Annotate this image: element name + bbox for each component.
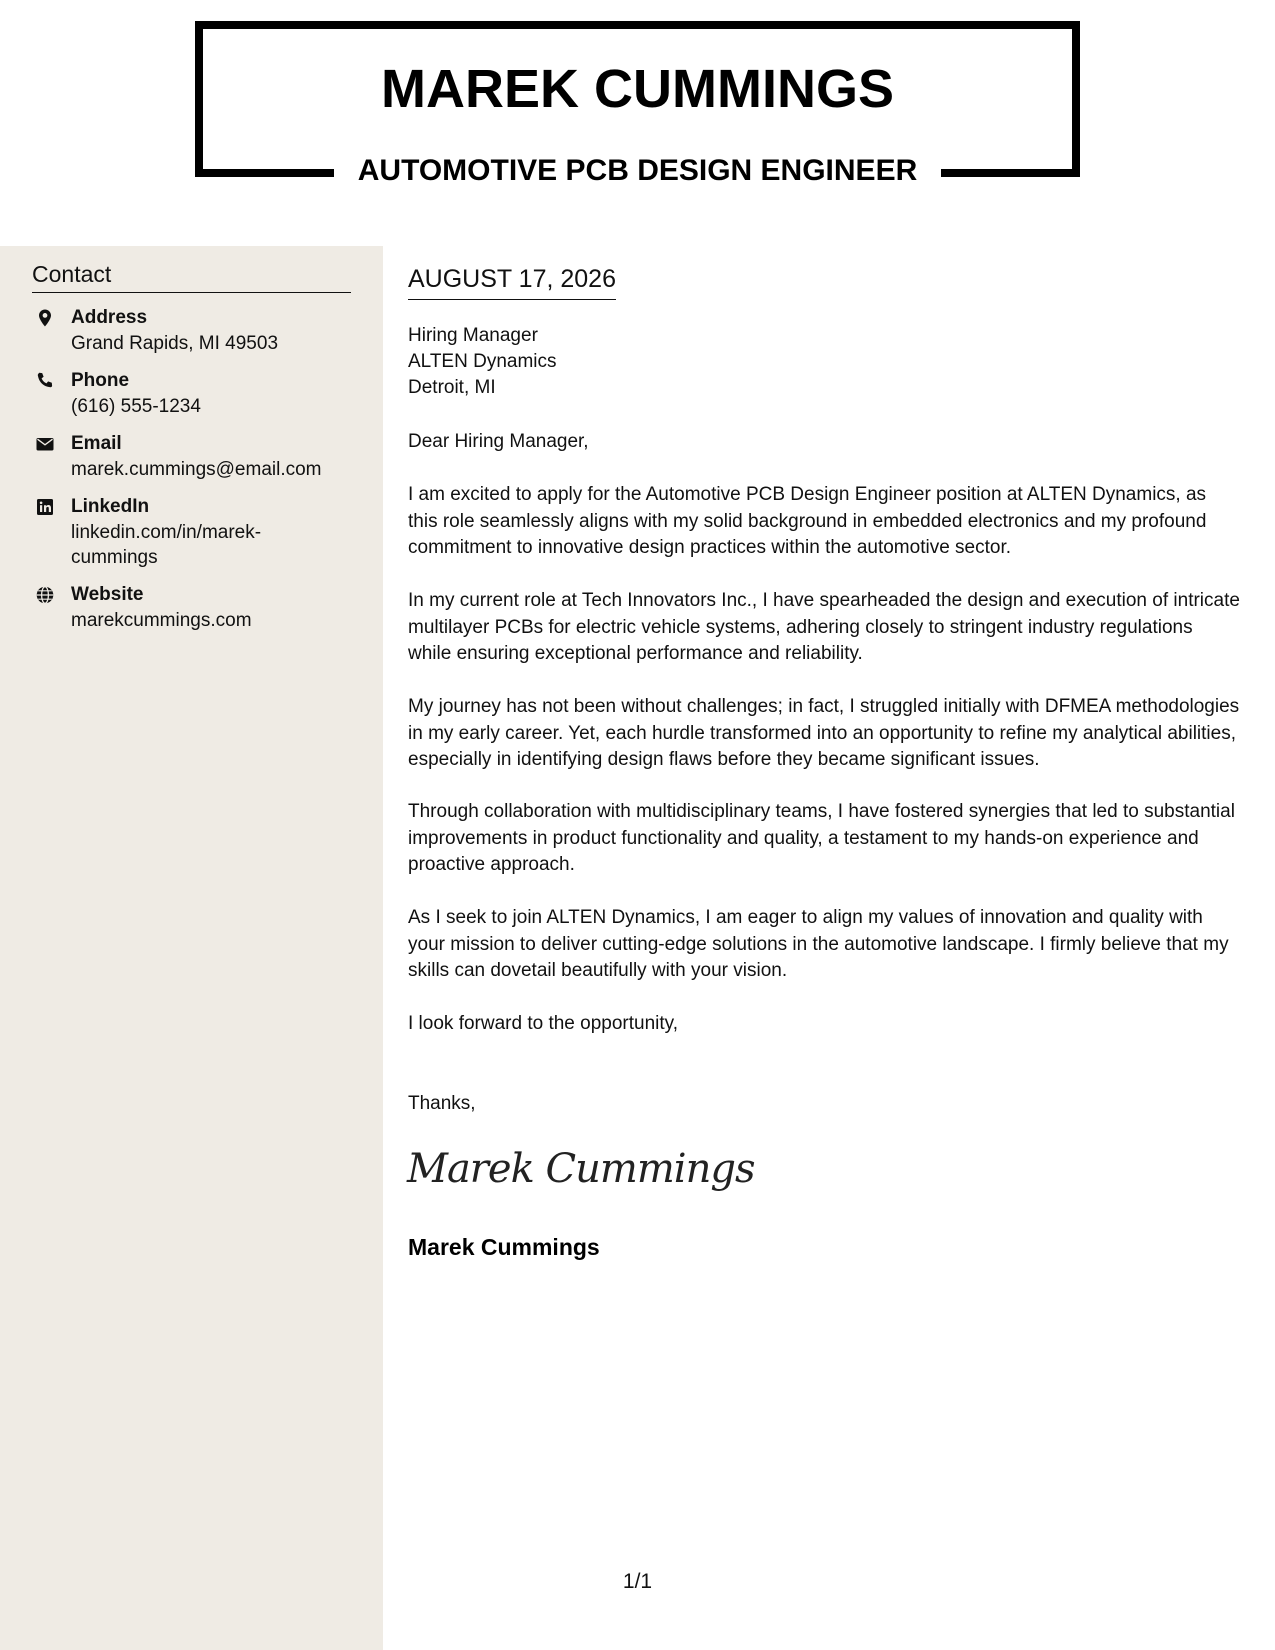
page-number: 1/1 bbox=[622, 1570, 653, 1593]
header-frame-bottom-left bbox=[195, 169, 334, 177]
sign-off: Thanks, bbox=[408, 1093, 476, 1114]
linkedin-icon bbox=[35, 497, 55, 517]
contact-phone-value: (616) 555-1234 bbox=[71, 396, 201, 417]
signed-name: Marek Cummings bbox=[408, 1234, 600, 1260]
recipient-name: Hiring Manager bbox=[408, 325, 538, 346]
paragraph-2: In my current role at Tech Innovators Inc., I have spearheaded the design and execution of intricate multilayer PCBs for electric vehicle systems, adhering closely to stringent industry regulations while ensuring exceptional performance and reliability. bbox=[408, 590, 1240, 664]
header-frame-bottom-right bbox=[941, 169, 1080, 177]
recipient-company: ALTEN Dynamics bbox=[408, 351, 557, 372]
handwritten-signature bbox=[407, 1144, 755, 1194]
job-title: AUTOMOTIVE PCB DESIGN ENGINEER bbox=[357, 154, 918, 187]
contact-website-value: marekcummings.com bbox=[71, 610, 252, 631]
paragraph-1: I am excited to apply for the Automotive PCB Design Engineer position at ALTEN Dynamics, as this role seamlessly aligns with my solid background in embedded electronics and my profound commitment to innovative design practices within the automotive sector. bbox=[408, 484, 1207, 558]
contact-email-value: marek.cummings@email.com bbox=[71, 459, 322, 480]
contact-linkedin-label: LinkedIn bbox=[71, 496, 150, 517]
recipient-block bbox=[408, 323, 557, 401]
signature-text: Marek Cummings bbox=[407, 1146, 755, 1192]
envelope-icon bbox=[35, 434, 55, 454]
contact-phone-label: Phone bbox=[71, 370, 130, 391]
phone-icon bbox=[35, 371, 55, 391]
contact-address-label: Address bbox=[71, 307, 148, 328]
contact-linkedin-value: linkedin.com/in/marek-cummings bbox=[71, 522, 262, 568]
globe-icon bbox=[35, 585, 55, 605]
contact-website-label: Website bbox=[71, 584, 144, 605]
paragraph-3: My journey has not been without challenges; in fact, I struggled initially with DFMEA methodologies in my early career. Yet, each hurdle transformed into an opportunity to refine my analytical abilities, especially in identifying design flaws before they became significant issues. bbox=[408, 696, 1240, 770]
contact-heading: Contact bbox=[32, 261, 351, 293]
recipient-location: Detroit, MI bbox=[408, 377, 496, 398]
paragraph-4: Through collaboration with multidisciplinary teams, I have fostered synergies that led to substantial improvements in product functionality and quality, a testament to my hands-on experience and proactive approach. bbox=[408, 801, 1235, 875]
applicant-name: MAREK CUMMINGS bbox=[381, 59, 894, 119]
paragraph-5: As I seek to join ALTEN Dynamics, I am eager to align my values of innovation and quality with your mission to deliver cutting-edge solutions in the automotive landscape. I firmly believe that my skills can dovetail beautifully with your vision. bbox=[408, 907, 1229, 981]
closing-line: I look forward to the opportunity, bbox=[408, 1013, 679, 1034]
letter-date: AUGUST 17, 2026 bbox=[408, 264, 616, 300]
contact-email-label: Email bbox=[71, 433, 122, 454]
salutation: Dear Hiring Manager, bbox=[408, 431, 589, 452]
location-pin-icon bbox=[35, 308, 55, 328]
contact-address-value: Grand Rapids, MI 49503 bbox=[71, 333, 279, 354]
